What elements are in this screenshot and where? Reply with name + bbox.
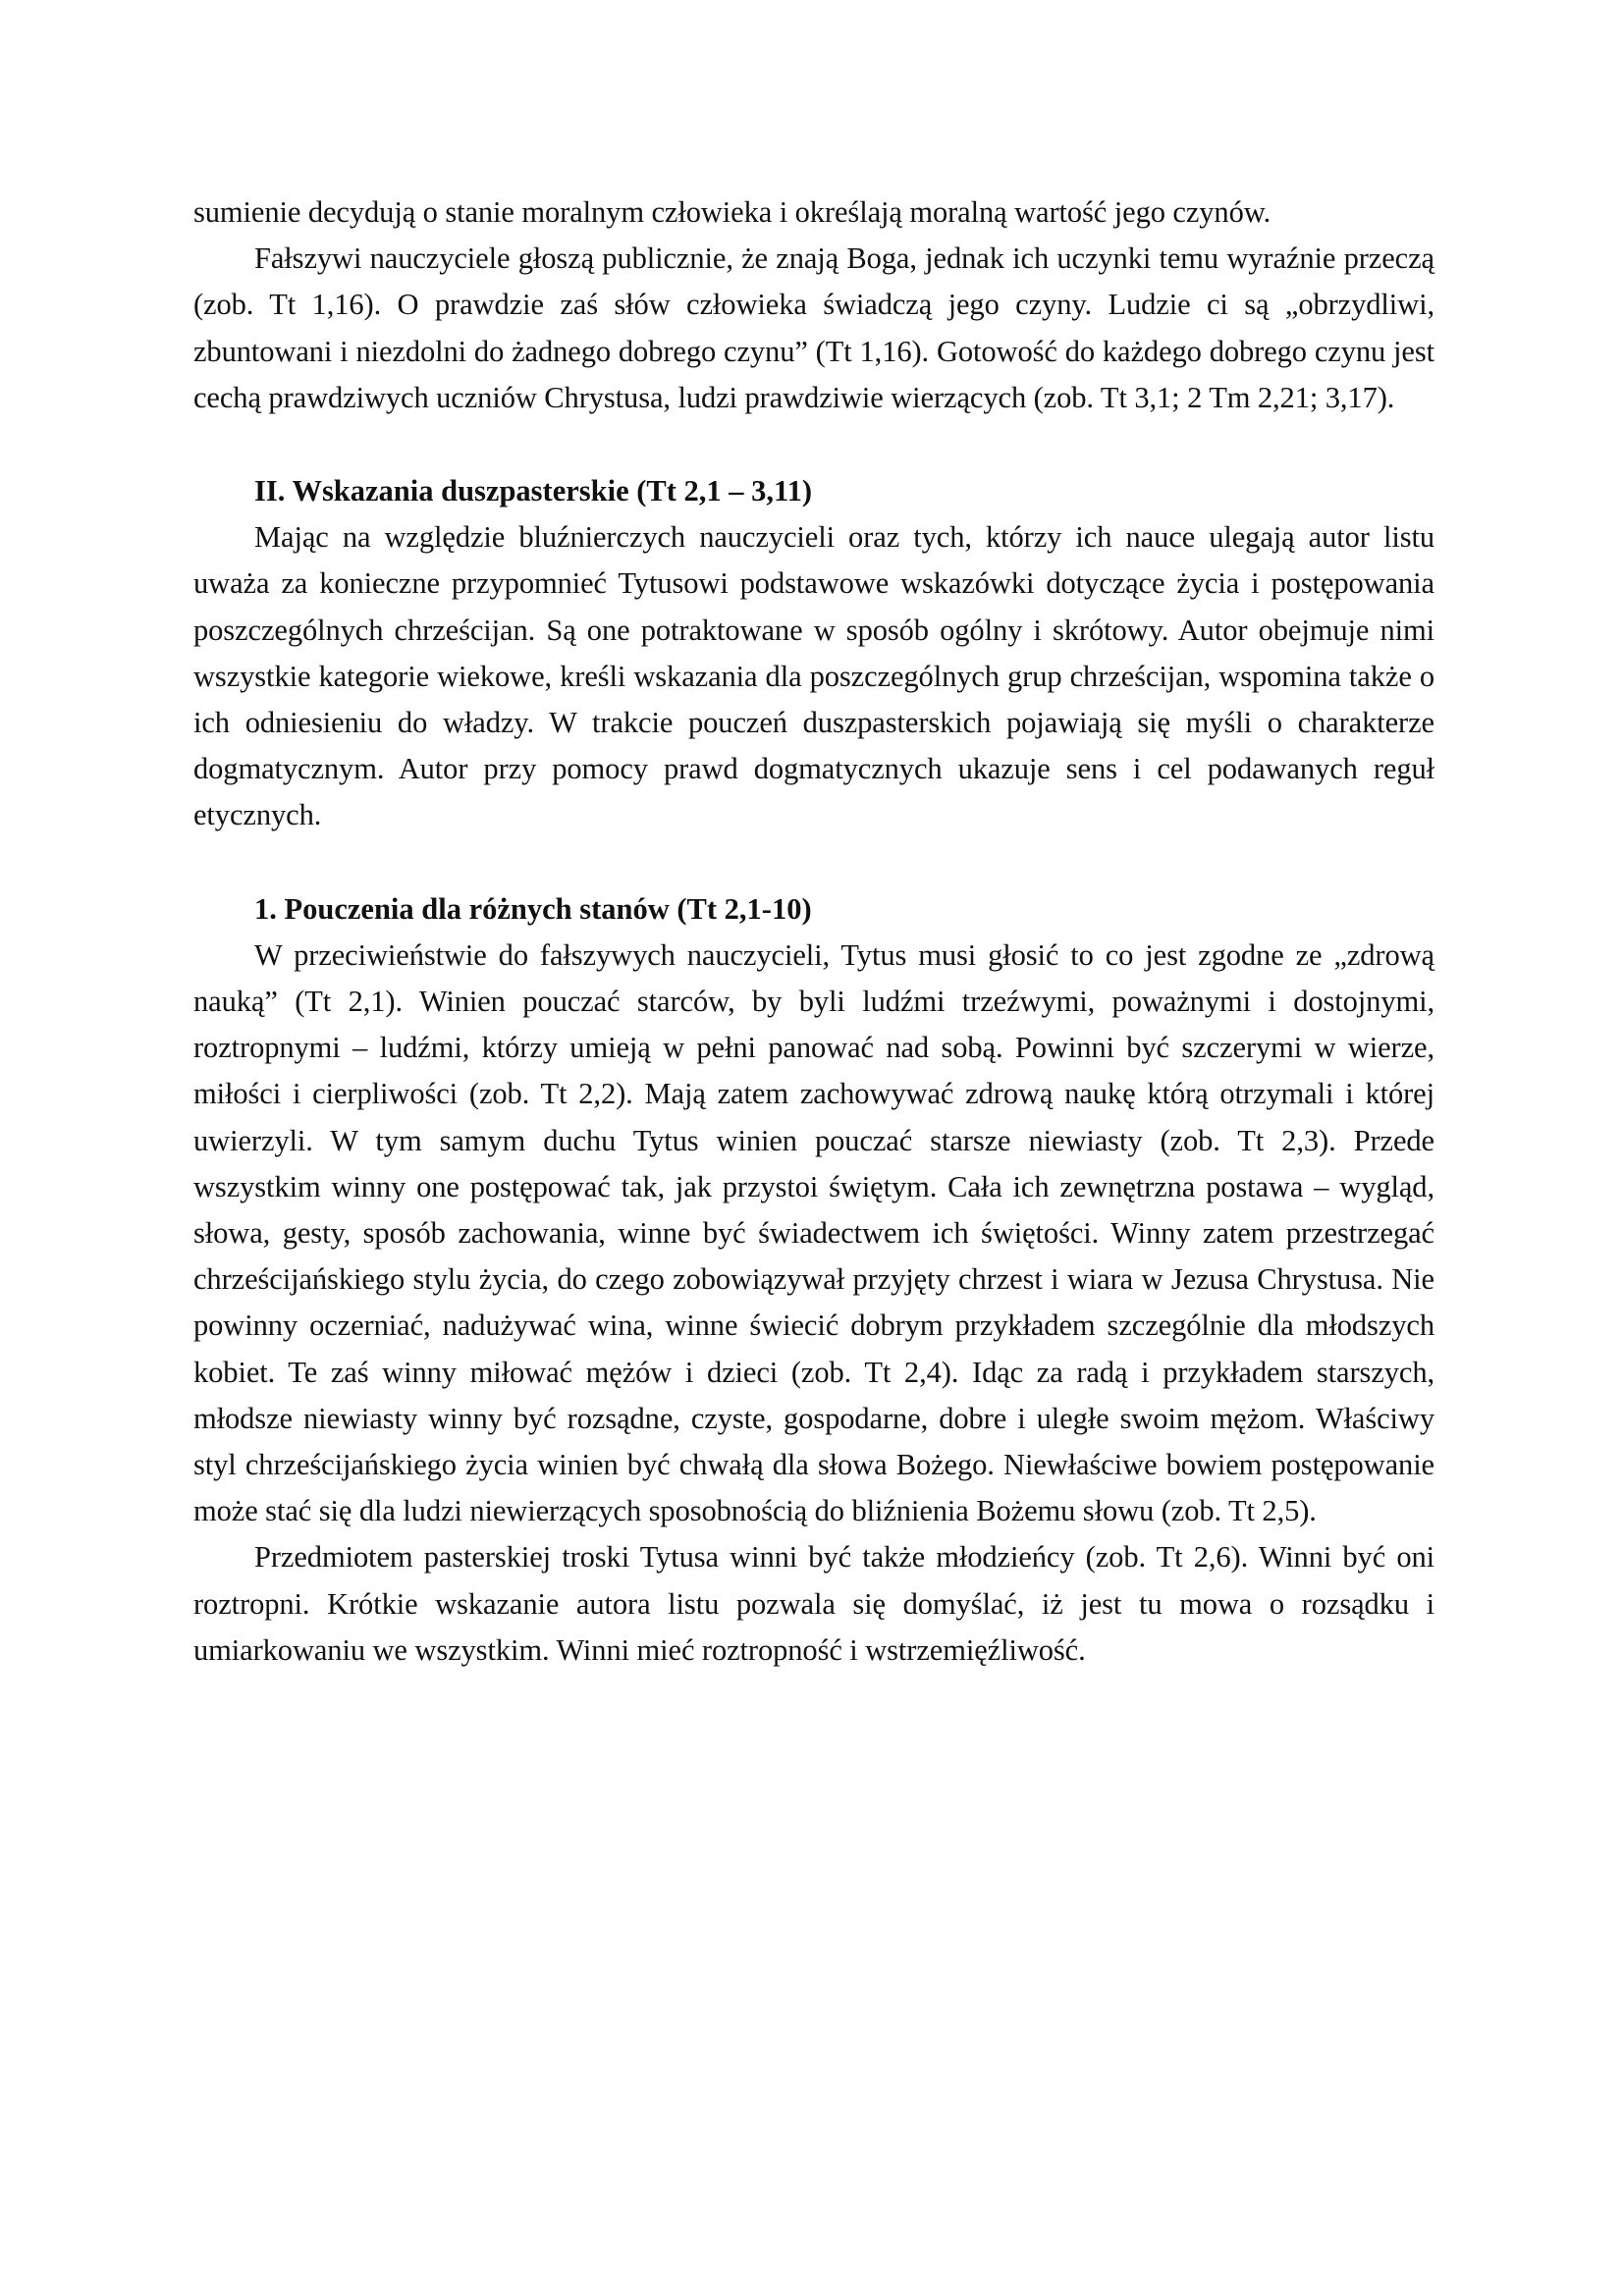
paragraph-pastoral-guidance: Mając na względzie bluźnierczych nauczycieli oraz tych, którzy ich nauce ulegają autor listu uważa za konieczne przypomnieć Tytusowi podstawowe wskazówki dotyczące życia i postępowania poszczególnych chrześcijan. Są one potraktowane w sposób ogólny i skrótowy. Autor obejmuje nimi wszystkie kategorie wiekowe, kreśli wskazania dla poszczególnych grup chrześcijan, wspomina także o ich odniesieniu do władzy. W trakcie pouczeń duszpasterskich pojawiają się myśli o charakterze dogmatycznym. Autor przy pomocy prawd dogmatycznych ukazuje sens i cel podawanych reguł etycznych.	[193, 520, 1434, 832]
paragraph-continuation: sumienie decydują o stanie moralnym człowieka i określają moralną wartość jego czynów.	[193, 195, 1271, 229]
paragraph-instructions-elders-women: W przeciwieństwie do fałszywych nauczycieli, Tytus musi głosić to co jest zgodne ze „zdrową nauką” (Tt 2,1). Winien pouczać starców, by byli ludźmi trzeźwymi, poważnymi i dostojnymi, roztropnymi – ludźmi, którzy umieją w pełni panować nad sobą. Powinni być szczerymi w wierze, miłości i cierpliwości (zob. Tt 2,2). Mają zatem zachowywać zdrową naukę którą otrzymali i której uwierzyli. W tym samym duchu Tytus winien pouczać starsze niewiasty (zob. Tt 2,3). Przede wszystkim winny one postępować tak, jak przystoi świętym. Cała ich zewnętrzna postawa – wygląd, słowa, gesty, sposób zachowania, winne być świadectwem ich świętości. Winny zatem przestrzegać chrześcijańskiego stylu życia, do czego zobowiązywał przyjęty chrzest i wiara w Jezusa Chrystusa. Nie powinny oczerniać, nadużywać wina, winne świecić dobrym przykładem szczególnie dla młodszych kobiet. Te zaś winny miłować mężów i dzieci (zob. Tt 2,4). Idąc za radą i przykładem starszych, młodsze niewiasty winny być rozsądne, czyste, gospodarne, dobre i uległe swoim mężom. Właściwy styl chrześcijańskiego życia winien być chwałą dla słowa Bożego. Niewłaściwe bowiem postępowanie może stać się dla ludzi niewierzących sposobnością do bliźnienia Bożemu słowu (zob. Tt 2,5).	[193, 937, 1434, 1528]
document-page	[193, 189, 1434, 1674]
spacer	[193, 839, 1434, 886]
paragraph-young-men: Przedmiotem pasterskiej troski Tytusa winni być także młodzieńcy (zob. Tt 2,6). Winni być oni roztropni. Krótkie wskazanie autora listu pozwala się domyślać, iż jest tu mowa o rozsądku i umiarkowaniu we wszystkim. Winni mieć roztropność i wstrzemięźliwość.	[193, 1540, 1434, 1667]
subsection-heading-instructions-for-states: 1. Pouczenia dla różnych stanów (Tt 2,1-10)	[254, 891, 812, 926]
paragraph-false-teachers: Fałszywi nauczyciele głoszą publicznie, że znają Boga, jednak ich uczynki temu wyraźnie przeczą (zob. Tt 1,16). O prawdzie zaś słów człowieka świadczą jego czyny. Ludzie ci są „obrzydliwi, zbuntowani i niezdolni do żadnego dobrego czynu” (Tt 1,16). Gotowość do każdego dobrego czynu jest cechą prawdziwych uczniów Chrystusa, ludzi prawdziwie wierzących (zob. Tt 3,1; 2 Tm 2,21; 3,17).	[193, 241, 1434, 414]
spacer	[193, 421, 1434, 468]
section-heading-pastoral-guidance: II. Wskazania duszpasterskie (Tt 2,1 – 3,11)	[254, 474, 812, 508]
